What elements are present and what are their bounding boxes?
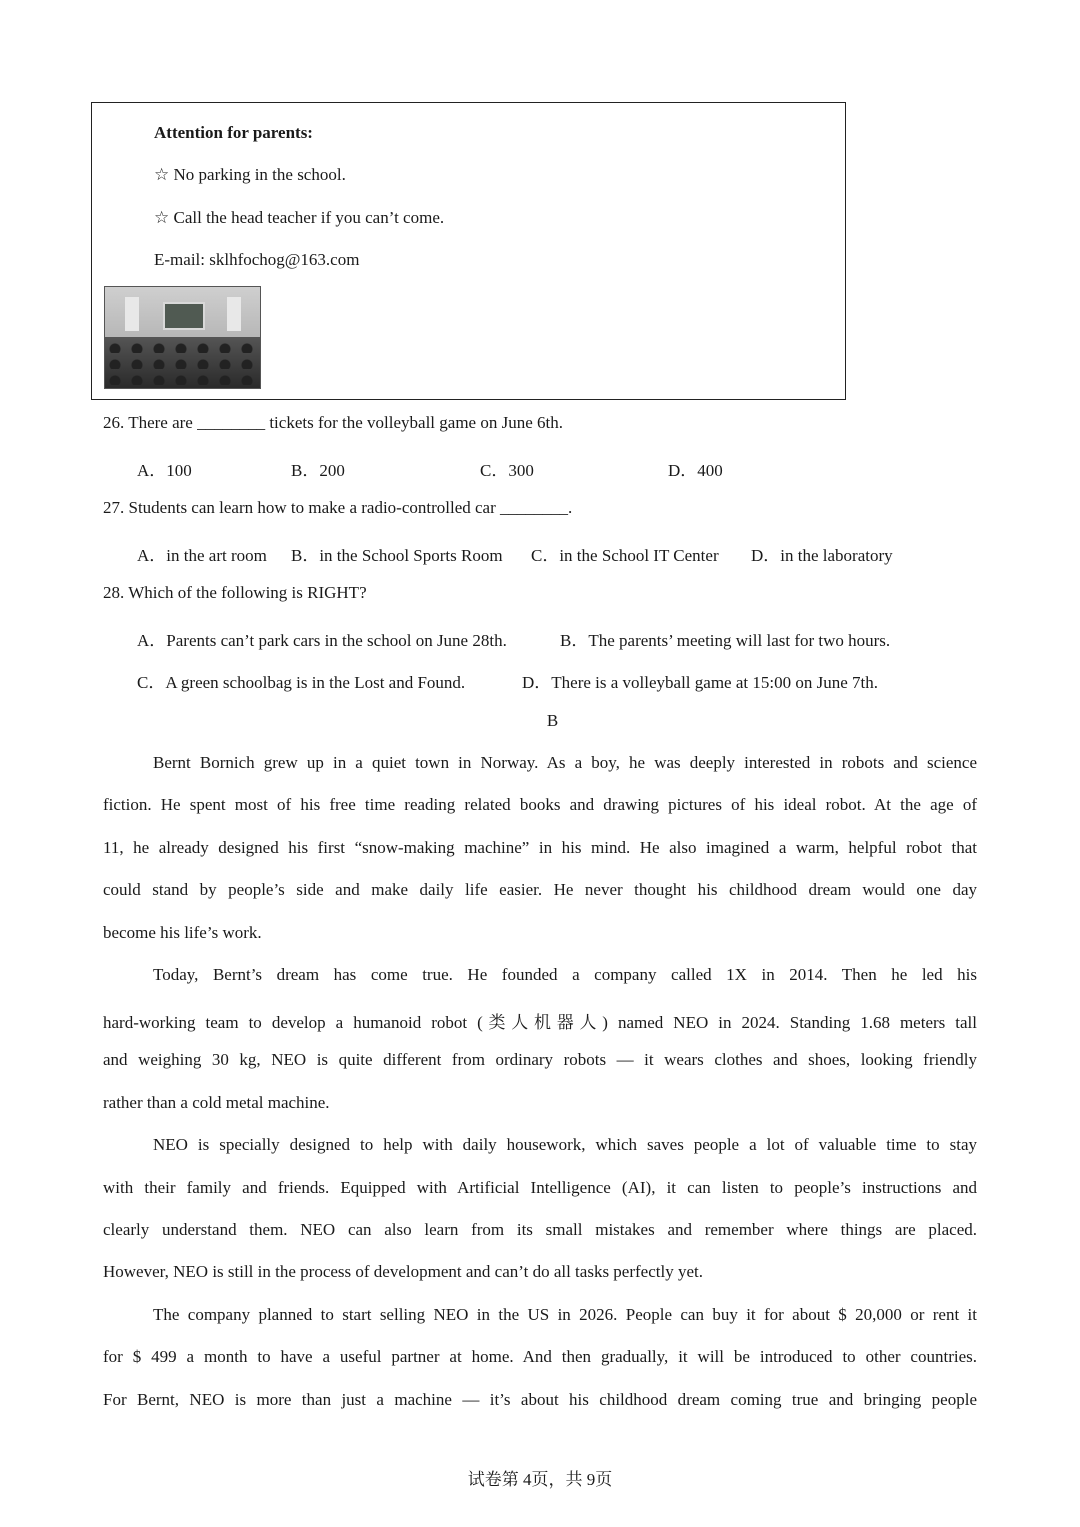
passage-line: for $ 499 a month to have a useful partner at home. And then gradually, it will be introduced to other countries.	[103, 1347, 977, 1366]
option-a: A．Parents can’t park cars in the school on June 28th.	[137, 631, 507, 650]
page-footer: 试卷第 4页，共 9页	[467, 1470, 613, 1489]
option-c: C．300	[480, 461, 534, 480]
classroom-photo	[104, 286, 261, 389]
passage-line: and weighing 30 kg, NEO is quite different from ordinary robots — it wears clothes and shoes, looking friendly	[103, 1050, 977, 1069]
passage-line: could stand by people’s side and make daily life easier. He never thought his childhood dream would one day	[103, 880, 977, 899]
passage-line: Bernt Bornich grew up in a quiet town in Norway. As a boy, he was deeply interested in robots and science	[153, 753, 977, 772]
section-label: B	[546, 711, 559, 730]
option-c: C．in the School IT Center	[531, 546, 719, 565]
option-d: D．in the laboratory	[751, 546, 893, 565]
question-28: 28. Which of the following is RIGHT?	[103, 583, 367, 602]
passage-line: NEO is specially designed to help with daily housework, which saves people a lot of valuable time to stay	[153, 1135, 977, 1154]
passage-line: clearly understand them. NEO can also learn from its small mistakes and remember where things are placed.	[103, 1220, 977, 1239]
option-a: A．100	[137, 461, 192, 480]
notice-email: E-mail: sklhfochog@163.com	[154, 250, 360, 269]
option-a: A．in the art room	[137, 546, 267, 565]
passage-line: fiction. He spent most of his free time reading related books and drawing pictures of his ideal robot. At the age of	[103, 795, 977, 814]
option-b: B．200	[291, 461, 345, 480]
passage-line: 11, he already designed his first “snow-making machine” in his mind. He also imagined a warm, helpful robot that	[103, 838, 977, 857]
passage-line: Today, Bernt’s dream has come true. He founded a company called 1X in 2014. Then he led his	[153, 965, 977, 984]
option-d: D．There is a volleyball game at 15:00 on June 7th.	[522, 673, 878, 692]
passage-line: rather than a cold metal machine.	[103, 1093, 330, 1112]
option-b: B．in the School Sports Room	[291, 546, 503, 565]
question-27: 27. Students can learn how to make a radio-controlled car ________.	[103, 498, 573, 517]
notice-item: ☆ Call the head teacher if you can’t come.	[154, 208, 445, 227]
passage-line: The company planned to start selling NEO in the US in 2026. People can buy it for about $ 20,000 or rent it	[153, 1305, 977, 1324]
option-d: D．400	[668, 461, 723, 480]
option-b: B．The parents’ meeting will last for two hours.	[560, 631, 891, 650]
option-c: C．A green schoolbag is in the Lost and Found.	[137, 673, 466, 692]
notice-box	[91, 102, 846, 400]
passage-line: hard-working team to develop a humanoid robot (类人机器人) named NEO in 2024. Standing 1.68 meters tall	[103, 1013, 977, 1032]
question-26: 26. There are ________ tickets for the volleyball game on June 6th.	[103, 413, 563, 432]
notice-item: ☆ No parking in the school.	[154, 165, 346, 184]
passage-line: become his life’s work.	[103, 923, 262, 942]
passage-line: For Bernt, NEO is more than just a machine — it’s about his childhood dream coming true and bringing people	[103, 1390, 977, 1409]
notice-title: Attention for parents:	[154, 123, 313, 142]
passage-line: However, NEO is still in the process of development and can’t do all tasks perfectly yet.	[103, 1262, 703, 1281]
passage-line: with their family and friends. Equipped with Artificial Intelligence (AI), it can listen to people’s instructions and	[103, 1178, 977, 1197]
